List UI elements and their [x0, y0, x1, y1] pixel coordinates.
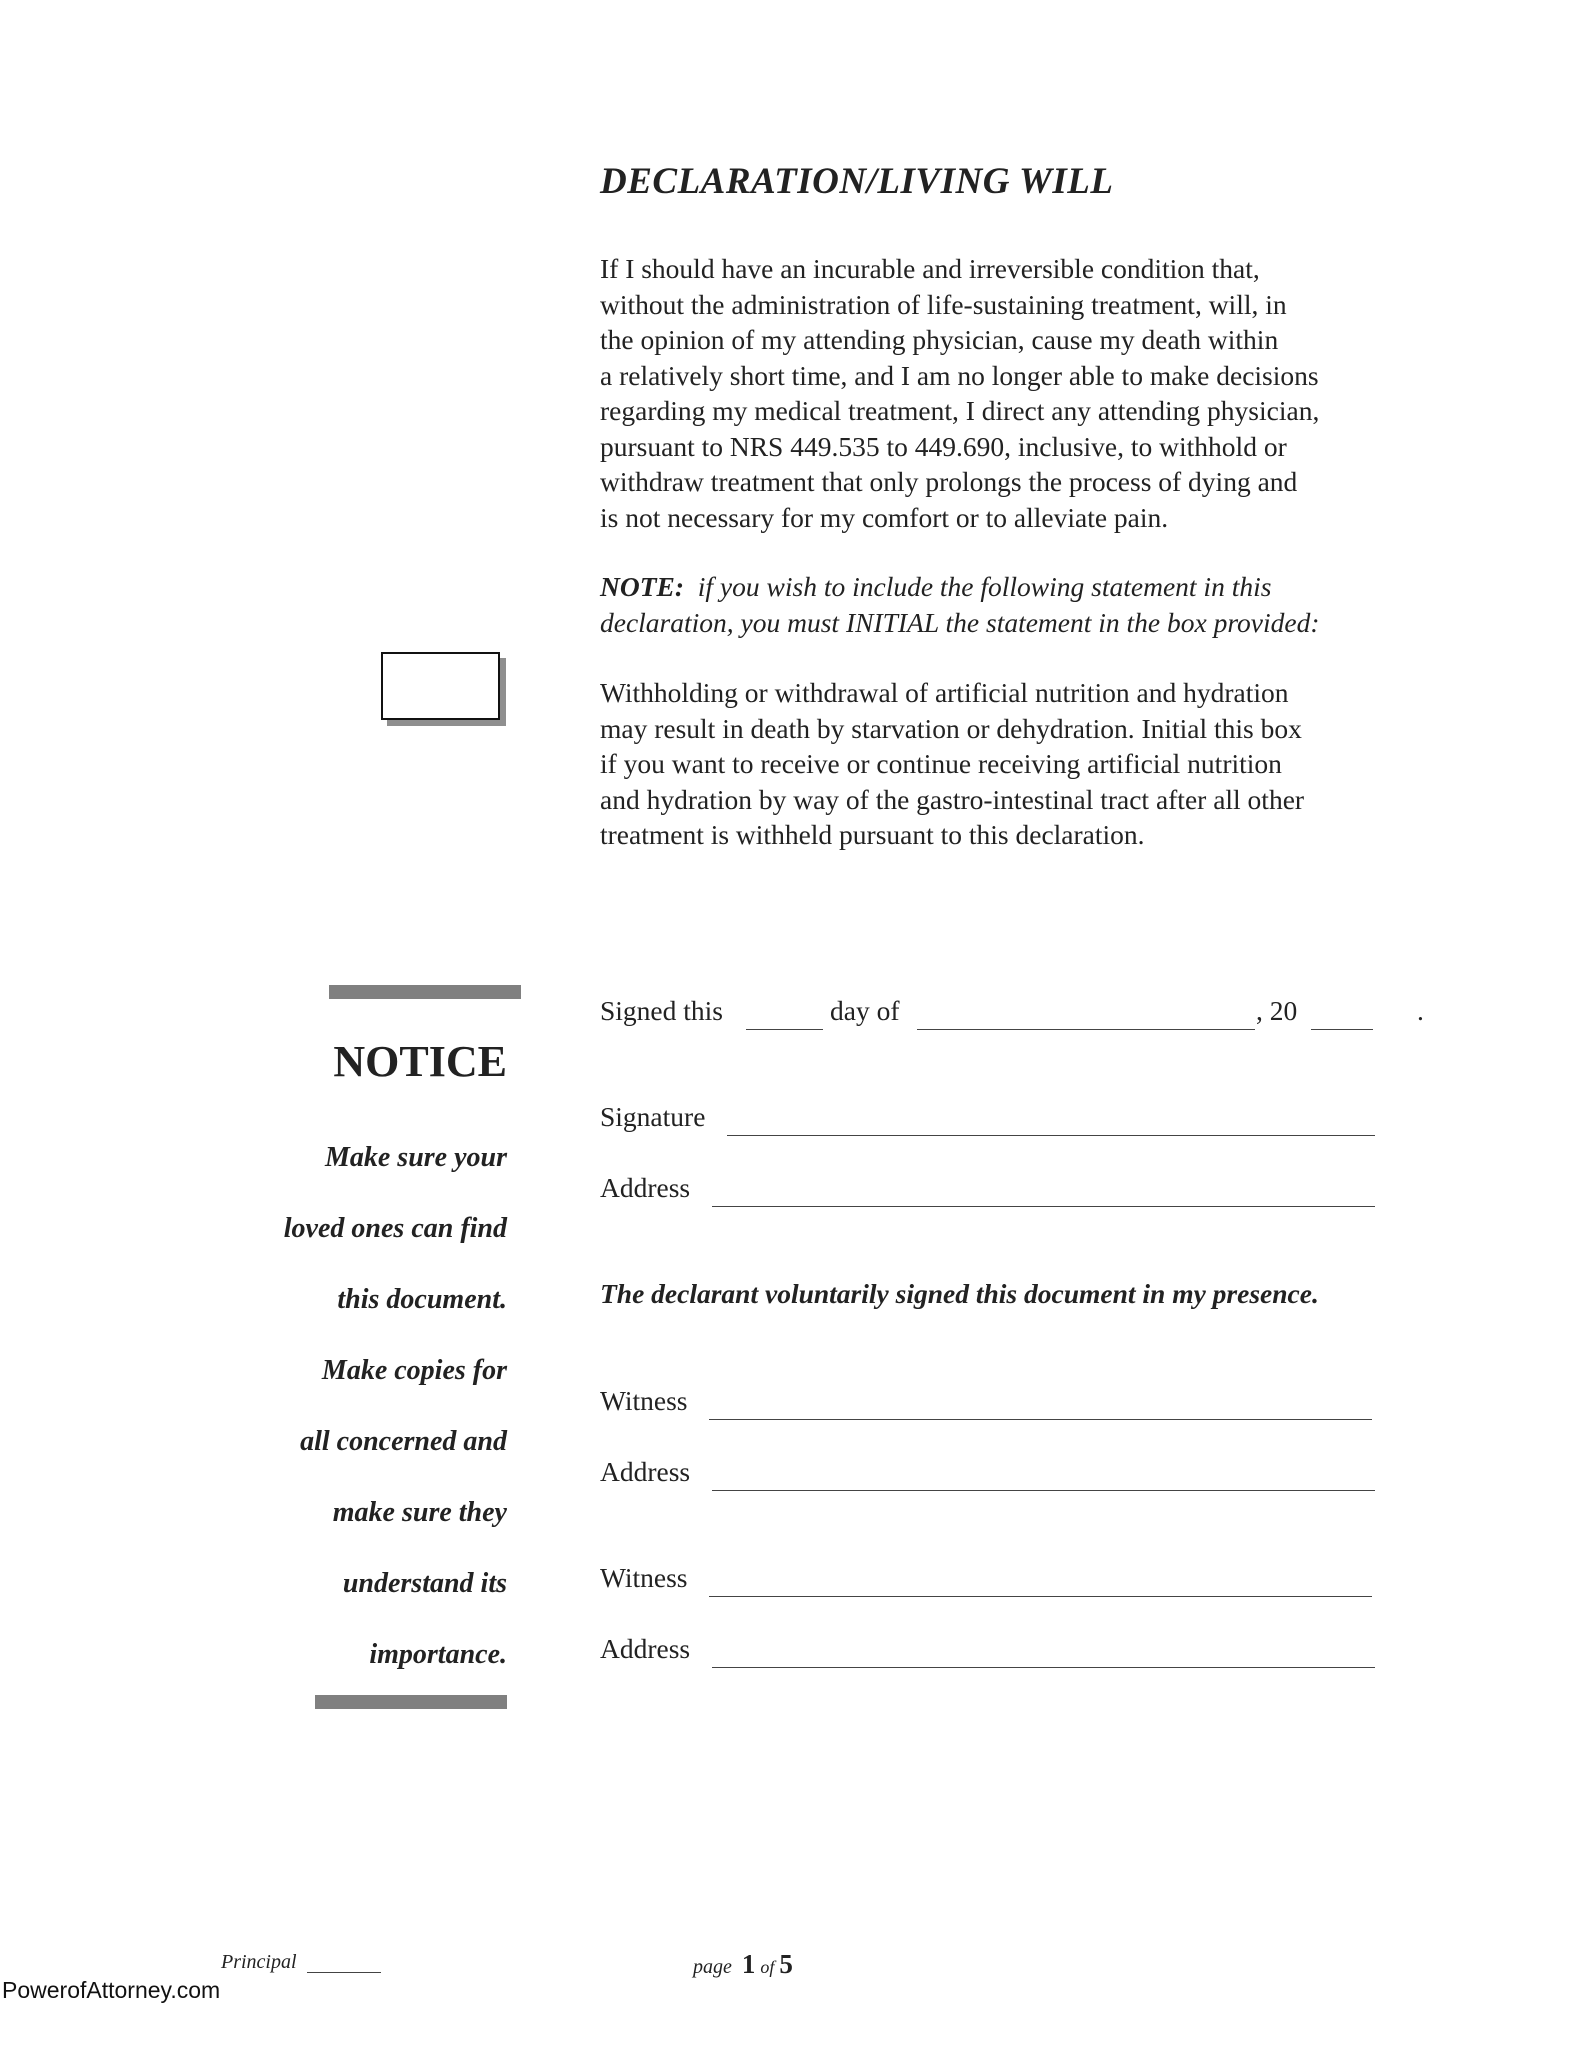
note-line: if you wish to include the following statement in this — [697, 571, 1272, 602]
note-instruction — [600, 569, 1480, 640]
paragraph-line: and hydration by way of the gastro-intestinal tract after all other — [600, 783, 1305, 815]
signed-period: . — [1417, 995, 1424, 1026]
paragraph-line: pursuant to NRS 449.535 to 449.690, inclusive, to withhold or — [600, 430, 1287, 462]
paragraph-line: is not necessary for my comfort or to alleviate pain. — [600, 501, 1169, 533]
declaration-paragraph — [600, 251, 1480, 535]
paragraph-line: a relatively short time, and I am no longer able to make decisions — [600, 359, 1319, 391]
day-of-label: day of — [830, 995, 900, 1026]
page-number: 1 — [741, 1949, 756, 1979]
signed-day-field[interactable] — [746, 1029, 823, 1030]
witness2-address-field[interactable] — [712, 1667, 1375, 1668]
paragraph-line: Withholding or withdrawal of artificial nutrition and hydration — [600, 677, 1289, 708]
page-word: page — [693, 1956, 732, 1978]
signed-month-field[interactable] — [917, 1029, 1255, 1030]
notice-bottom-bar — [315, 1695, 507, 1709]
notice-line: this document. — [337, 1284, 507, 1315]
paragraph-line: the opinion of my attending physician, cause my death within — [600, 324, 1279, 355]
year-prefix-label: , 20 — [1256, 995, 1298, 1026]
footer-principal-label: Principal — [221, 1951, 297, 1973]
notice-text — [284, 1122, 507, 1690]
witness1-field[interactable] — [709, 1419, 1372, 1420]
paragraph-line: regarding my medical treatment, I direct any attending physician, — [600, 395, 1320, 426]
principal-initials-field[interactable] — [307, 1972, 381, 1973]
initial-box[interactable] — [381, 652, 500, 720]
paragraph-line: withdraw treatment that only prolongs the process of dying and — [600, 466, 1298, 497]
witness2-field[interactable] — [709, 1596, 1372, 1597]
notice-line: loved ones can find — [283, 1213, 507, 1244]
paragraph-line: without the administration of life-sustaining treatment, will, in — [600, 288, 1287, 320]
note-line: declaration, you must INITIAL the statement in the box provided: — [600, 606, 1320, 638]
witness1-label: Witness — [600, 1385, 688, 1416]
notice-line: all concerned and — [300, 1426, 507, 1457]
paragraph-line: treatment is withheld pursuant to this declaration. — [600, 819, 1145, 850]
signed-date-label: Signed this — [600, 995, 723, 1026]
witness-statement: The declarant voluntarily signed this document in my presence. — [600, 1278, 1319, 1309]
witness1-address-label: Address — [600, 1456, 691, 1487]
paragraph-line: if you want to receive or continue receiving artificial nutrition — [600, 748, 1282, 779]
page-indicator — [693, 1949, 793, 1980]
address-field[interactable] — [712, 1206, 1375, 1207]
signed-year-field[interactable] — [1311, 1029, 1373, 1030]
brand-watermark: PowerofAttorney.com — [2, 1977, 221, 2003]
total-pages: 5 — [779, 1949, 793, 1979]
notice-line: importance. — [369, 1639, 507, 1670]
of-word: of — [760, 1957, 775, 1977]
witness1-address-field[interactable] — [712, 1490, 1375, 1491]
notice-title: NOTICE — [333, 1037, 507, 1086]
signature-field[interactable] — [727, 1135, 1375, 1136]
paragraph-line: If I should have an incurable and irreversible condition that, — [600, 253, 1260, 284]
note-label: NOTE: — [600, 571, 685, 602]
signature-label: Signature — [600, 1101, 706, 1132]
notice-line: Make copies for — [321, 1355, 507, 1386]
notice-top-bar — [329, 985, 521, 999]
witness2-label: Witness — [600, 1562, 688, 1593]
address-label: Address — [600, 1172, 691, 1203]
nutrition-paragraph — [600, 675, 1480, 853]
notice-line: make sure they — [332, 1497, 507, 1528]
notice-line: understand its — [342, 1568, 507, 1599]
document-title: DECLARATION/LIVING WILL — [600, 161, 1114, 202]
witness2-address-label: Address — [600, 1633, 691, 1664]
notice-line: Make sure your — [324, 1142, 507, 1173]
paragraph-line: may result in death by starvation or dehydration. Initial this box — [600, 712, 1302, 744]
